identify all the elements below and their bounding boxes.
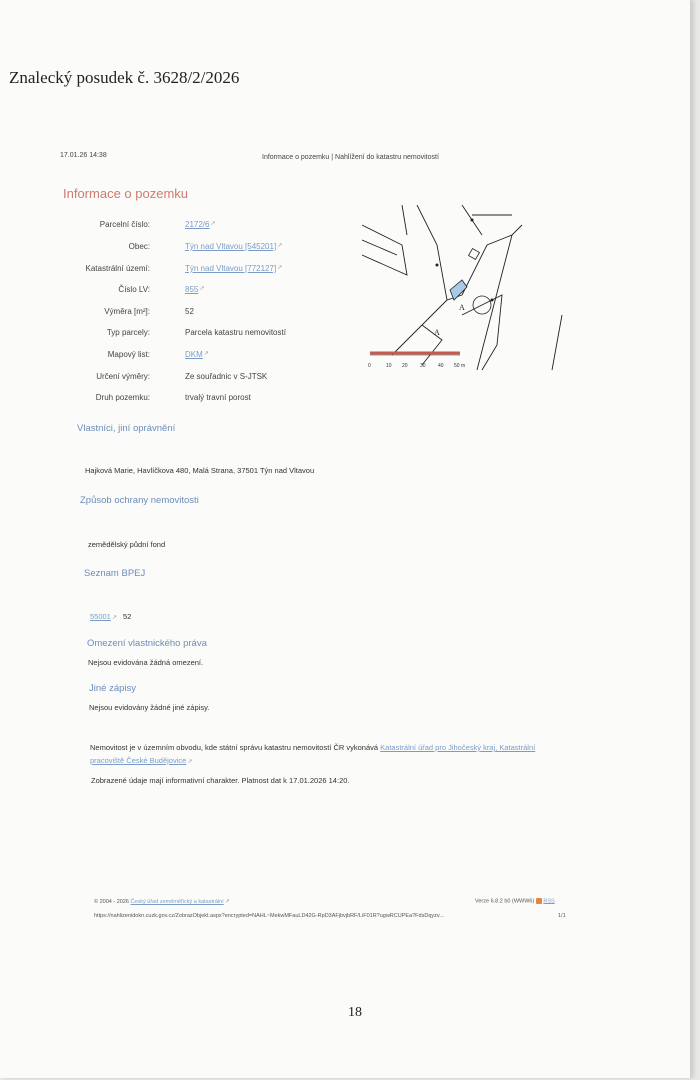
authority-note: [90, 741, 570, 769]
svg-text:A: A: [459, 303, 465, 312]
property-value-link[interactable]: DKM ↗: [185, 350, 209, 359]
bpej-row: [90, 612, 131, 621]
property-label: Katastrální území:: [85, 264, 150, 273]
property-label: Parcelní číslo:: [99, 220, 150, 229]
cadastral-map[interactable]: [362, 205, 572, 375]
external-link-icon: ↗: [277, 265, 283, 271]
print-page-count: 1/1: [558, 913, 566, 919]
property-value-link[interactable]: Týn nad Vltavou [545201] ↗: [185, 242, 283, 251]
version-text: Verze 6.8.2 b0 (WWW6): [475, 898, 535, 905]
print-header: Informace o pozemku | Nahlížení do katastru nemovitostí: [262, 154, 439, 161]
print-timestamp: 17.01.26 14:38: [60, 152, 107, 159]
property-value-link[interactable]: Týn nad Vltavou [772127] ↗: [185, 264, 283, 273]
property-value: 52: [185, 307, 194, 316]
protection-text: zemědělský půdní fond: [88, 540, 166, 549]
svg-text:A: A: [434, 328, 440, 337]
other-records-text: Nejsou evidovány žádné jiné zápisy.: [89, 703, 210, 712]
map-scale-label: 10: [386, 363, 392, 369]
property-label: Číslo LV:: [118, 285, 150, 294]
page-url: https://nahlizenidokn.cuzk.gov.cz/ZobrazObjekt.aspx?encrypted=NAHL~MekwMFauLD42G-RpD3AFjbvjbRF/LiF01R?ugwRCUPEa?FdsDqyzv...: [94, 913, 444, 919]
bpej-value: 52: [122, 612, 132, 621]
property-label: Určení výměry:: [96, 372, 150, 381]
map-scale-label: 40: [438, 363, 444, 369]
report-title: Znalecký posudek č. 3628/2/2026: [9, 68, 240, 87]
property-value: Ze souřadnic v S-JTSK: [185, 372, 268, 381]
owners-title: Vlastníci, jiní oprávnění: [77, 423, 176, 434]
validity-note: Zobrazené údaje mají informativní charakter. Platnost dat k 17.01.2026 14:20.: [91, 776, 350, 785]
map-scale-label: 0: [368, 363, 371, 369]
map-scale-label: 30: [420, 363, 426, 369]
external-link-icon: ↗: [111, 615, 117, 621]
protection-title: Způsob ochrany nemovitosti: [80, 495, 199, 506]
authority-link[interactable]: Katastrální úřad pro Jihočeský kraj, Katastrální pracoviště České Budějovice: [90, 743, 536, 765]
property-value: Parcela katastru nemovitostí: [185, 328, 286, 337]
rss-icon[interactable]: [536, 898, 542, 904]
owners-text: Hajková Marie, Havlíčkova 480, Malá Strana, 37501 Týn nad Vltavou: [85, 466, 315, 475]
property-value-link[interactable]: 2172/6 ↗: [185, 220, 216, 229]
footer-copyright: © 2004 - 2026 Český úřad zeměměřický a katastrální↗: [94, 899, 230, 905]
page-number: 18: [348, 1005, 362, 1020]
external-link-icon: ↗: [224, 899, 230, 905]
map-scale-label: 50 m: [454, 363, 466, 369]
property-label: Obec:: [128, 242, 150, 251]
footer-version: [475, 898, 555, 904]
property-label: Mapový list:: [107, 350, 150, 359]
external-link-icon: ↗: [210, 221, 216, 227]
section-title: Informace o pozemku: [63, 186, 189, 201]
rss-link[interactable]: RSS: [543, 898, 555, 905]
restrictions-text: Nejsou evidována žádná omezení.: [88, 658, 204, 667]
property-value-link[interactable]: 855 ↗: [185, 285, 205, 294]
external-link-icon: ↗: [203, 351, 209, 357]
property-label: Typ parcely:: [106, 328, 150, 337]
property-value: trvalý travní porost: [185, 393, 251, 402]
external-link-icon: ↗: [187, 759, 193, 765]
cuzk-link[interactable]: Český úřad zeměměřický a katastrální: [130, 899, 224, 905]
map-scale-label: 20: [402, 363, 408, 369]
other-records-title: Jiné zápisy: [89, 683, 136, 694]
authority-text: Nemovitost je v územním obvodu, kde státní správu katastru nemovitostí ČR vykonává: [90, 743, 381, 752]
external-link-icon: ↗: [277, 243, 283, 249]
property-label: Druh pozemku:: [95, 393, 150, 402]
property-label: Výměra [m²]:: [104, 307, 150, 316]
bpej-code-link[interactable]: 55001: [90, 612, 111, 621]
restrictions-title: Omezení vlastnického práva: [87, 638, 207, 649]
external-link-icon: ↗: [199, 286, 205, 292]
bpej-title: Seznam BPEJ: [84, 568, 146, 579]
